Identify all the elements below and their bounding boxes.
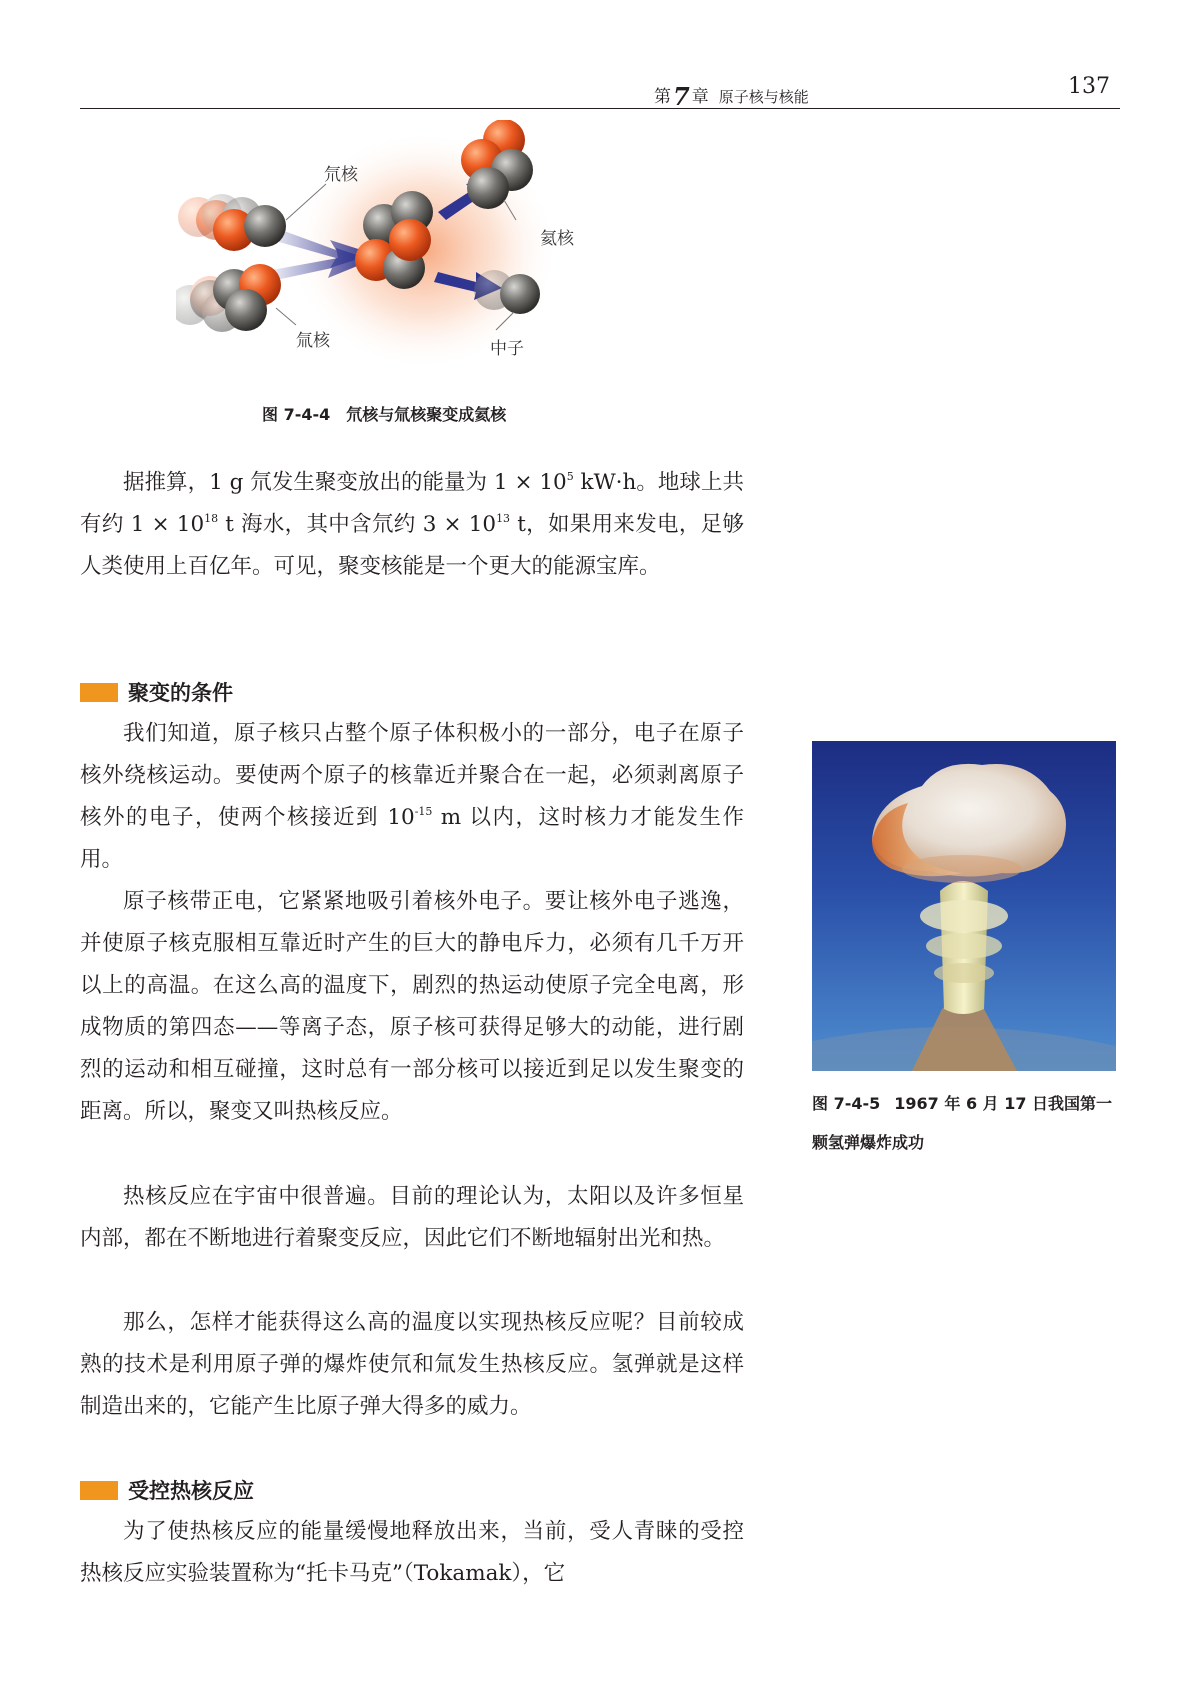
paragraph: 那么，怎样才能获得这么高的温度以实现热核反应呢？目前较成熟的技术是利用原子弹的爆炸使氘和氚发生热核反应。氢弹就是这样制造出来的，它能产生比原子弹大得多的威力。 xyxy=(80,1310,744,1419)
label-tritium: 氚核 xyxy=(296,331,330,351)
text-run: 据推算，1 g 氘发生聚变放出的能量为 1 × 10 xyxy=(123,470,567,495)
page-header xyxy=(80,72,1120,109)
paragraph xyxy=(80,462,744,588)
caption-number: 图 7-4-5 xyxy=(812,1094,881,1113)
chapter-heading xyxy=(654,82,809,111)
text-run: kW·h。地球上共有约 1 × 10 xyxy=(80,470,744,537)
section-heading xyxy=(80,1475,254,1505)
text-run: t 海水，其中含氘约 3 × 10 xyxy=(218,512,497,537)
photo-caption xyxy=(812,1084,1118,1162)
section-title: 受控热核反应 xyxy=(128,1479,254,1503)
figure-caption xyxy=(262,402,506,425)
section-heading xyxy=(80,677,233,707)
section-marker xyxy=(80,1481,118,1500)
chapter-number: 7 xyxy=(673,82,690,111)
section-title: 聚变的条件 xyxy=(128,681,233,705)
hydrogen-bomb-photo xyxy=(812,741,1116,1071)
paragraph: 为了使热核反应的能量缓慢地释放出来，当前，受人青睐的受控热核反应实验装置称为“托卡马克”（Tokamak），它 xyxy=(80,1519,744,1586)
section-marker xyxy=(80,683,118,702)
superscript: -15 xyxy=(414,805,433,818)
caption-number: 图 7-4-4 xyxy=(262,405,331,424)
superscript: 18 xyxy=(204,512,219,525)
caption-text: 1967 年 6 月 17 日我国第一颗氢弹爆炸成功 xyxy=(812,1094,1113,1152)
text-run: t，如果用来发电，足够人类使用上百亿年。可见，聚变核能是一个更大的能源宝库。 xyxy=(80,512,744,579)
text-run: m 以内，这时核力才能发生作用。 xyxy=(80,805,744,872)
neutron-particle xyxy=(500,274,540,314)
caption-text: 氘核与氚核聚变成氦核 xyxy=(346,405,507,424)
paragraph: 热核反应在宇宙中很普遍。目前的理论认为，太阳以及许多恒星内部，都在不断地进行着聚变反应，因此它们不断地辐射出光和热。 xyxy=(80,1184,744,1251)
deuterium-nucleus xyxy=(213,205,286,251)
text-run: 我们知道，原子核只占整个原子体积极小的一部分，电子在原子核外绕核运动。要使两个原子的核靠近并聚合在一起，必须剥离原子核外的电子，使两个核接近到 10 xyxy=(80,721,744,830)
superscript: 13 xyxy=(496,512,511,525)
label-helium: 氦核 xyxy=(540,229,574,249)
paragraph: 原子核带正电，它紧紧地吸引着核外电子。要让核外电子逃逸，并使原子核克服相互靠近时产生的巨大的静电斥力，必须有几千万开以上的高温。在这么高的温度下，剧烈的热运动使原子完全电离，形成物质的第四态——等离子态，原子核可获得足够大的动能，进行剧烈的运动和相互碰撞，这时总有一部分核可以接近到足以发生聚变的距离。所以，聚变又叫热核反应。 xyxy=(80,889,744,1124)
paragraph xyxy=(80,713,744,881)
chapter-prefix: 第 xyxy=(654,87,671,107)
label-neutron: 中子 xyxy=(490,339,524,359)
superscript: 5 xyxy=(566,470,574,483)
chapter-title: 原子核与核能 xyxy=(718,88,809,106)
page-number: 137 xyxy=(1068,74,1110,99)
fusion-diagram xyxy=(176,120,586,390)
chapter-suffix: 章 xyxy=(691,87,709,107)
label-deuterium: 氘核 xyxy=(324,165,358,185)
